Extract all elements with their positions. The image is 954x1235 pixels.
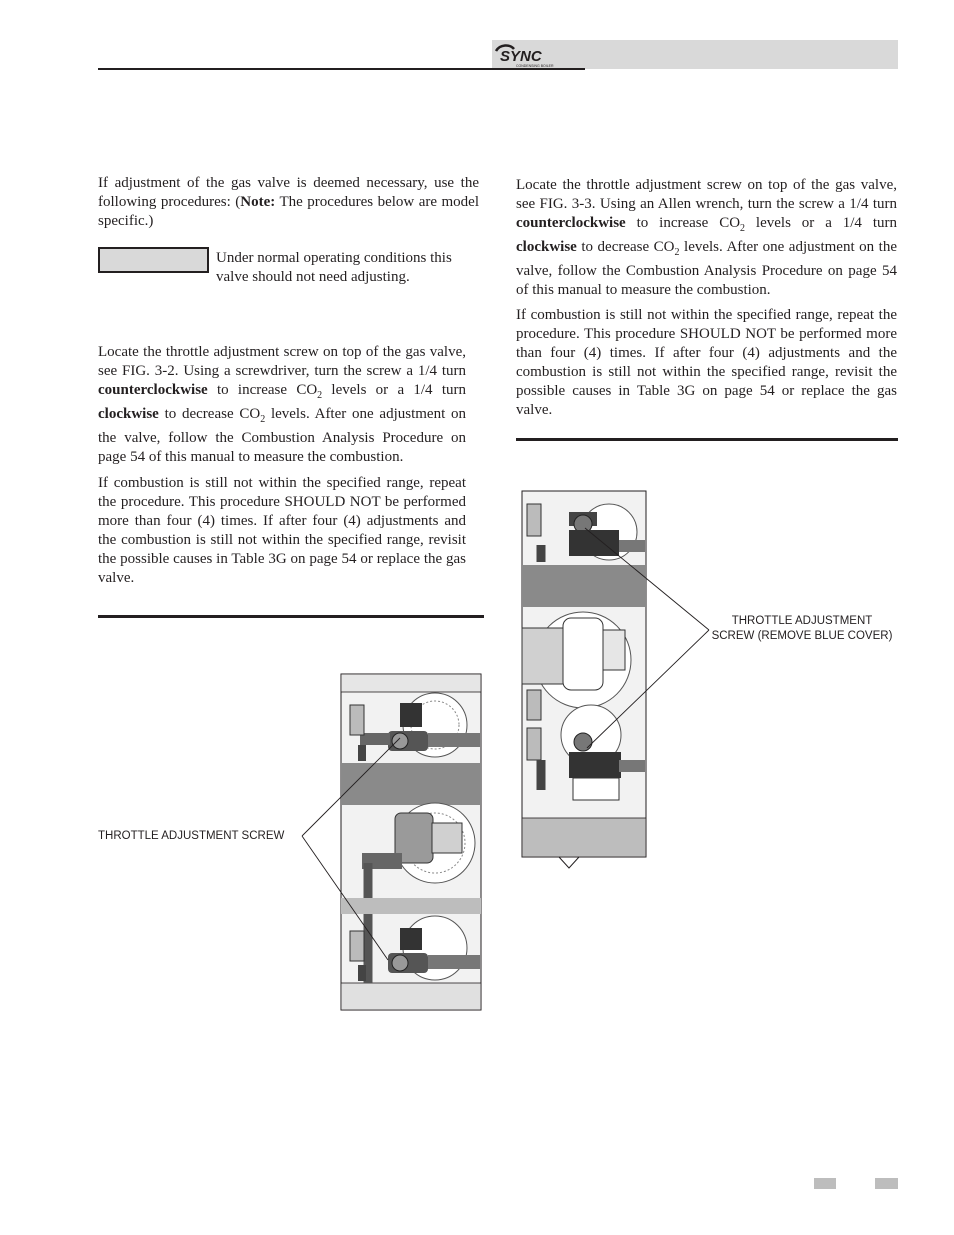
right-procedure-paragraph: Locate the throttle adjustment screw on top of the gas valve, see FIG. 3-3. Using an Allen wrench, turn the screw a 1/4 turn counterclockwise to increase $CO_2$ levels or a 1/4 turn clockwise to decrease $CO_2$ levels. After one adjustment on the valve, follow the Combustion Analysis Procedure on page 54 of this manual to measure the combustion. xyxy=(516,177,897,298)
left-figure-caption: THROTTLE ADJUSTMENT SCREW xyxy=(98,830,285,842)
intro-paragraph: If adjustment of the gas valve is deemed necessary, use the following procedures: (Note: The procedures below are model specific.) xyxy=(98,175,480,229)
footer-box-left xyxy=(814,1178,836,1189)
logo-subtext: CONDENSING BOILER xyxy=(516,64,554,68)
footer-box-right xyxy=(875,1178,898,1189)
left-repeat-paragraph: If combustion is still not within the specified range, repeat the procedure. This procedure SHOULD NOT be performed more than four (4) times. If after four (4) adjustments and the combustion is still not within the specified range, revisit the possible causes in Table 3G on page 54 or replace the gas valve. xyxy=(98,475,466,586)
left-figure-rule xyxy=(98,615,484,618)
right-figure-rule xyxy=(516,438,898,441)
note-box xyxy=(98,247,209,273)
right-figure-caption: THROTTLE ADJUSTMENT SCREW (REMOVE BLUE COVER) xyxy=(711,615,893,642)
left-leader-lines xyxy=(296,720,406,970)
sync-logo xyxy=(494,41,558,69)
note-label: Note: xyxy=(240,194,276,210)
right-leader-lines xyxy=(575,520,715,760)
right-repeat-paragraph: If combustion is still not within the specified range, repeat the procedure. This procedure SHOULD NOT be performed more than four (4) times. If after four (4) adjustments and the combustion is still not within the specified range, revisit the possible causes in Table 3G on page 54 or replace the gas valve. xyxy=(516,307,897,418)
logo-text: SYNC xyxy=(500,48,542,65)
left-procedure-paragraph: Locate the throttle adjustment screw on top of the gas valve, see FIG. 3-2. Using a screwdriver, turn the screw a 1/4 turn counterclockwise to increase $CO_2$ levels or a 1/4 turn clockwise to decrease $CO_2$ levels. After one adjustment on the valve, follow the Combustion Analysis Procedure on page 54 of this manual to measure the combustion. xyxy=(98,344,466,465)
note-text: Under normal operating conditions this valve should not need adjusting. xyxy=(216,250,452,285)
